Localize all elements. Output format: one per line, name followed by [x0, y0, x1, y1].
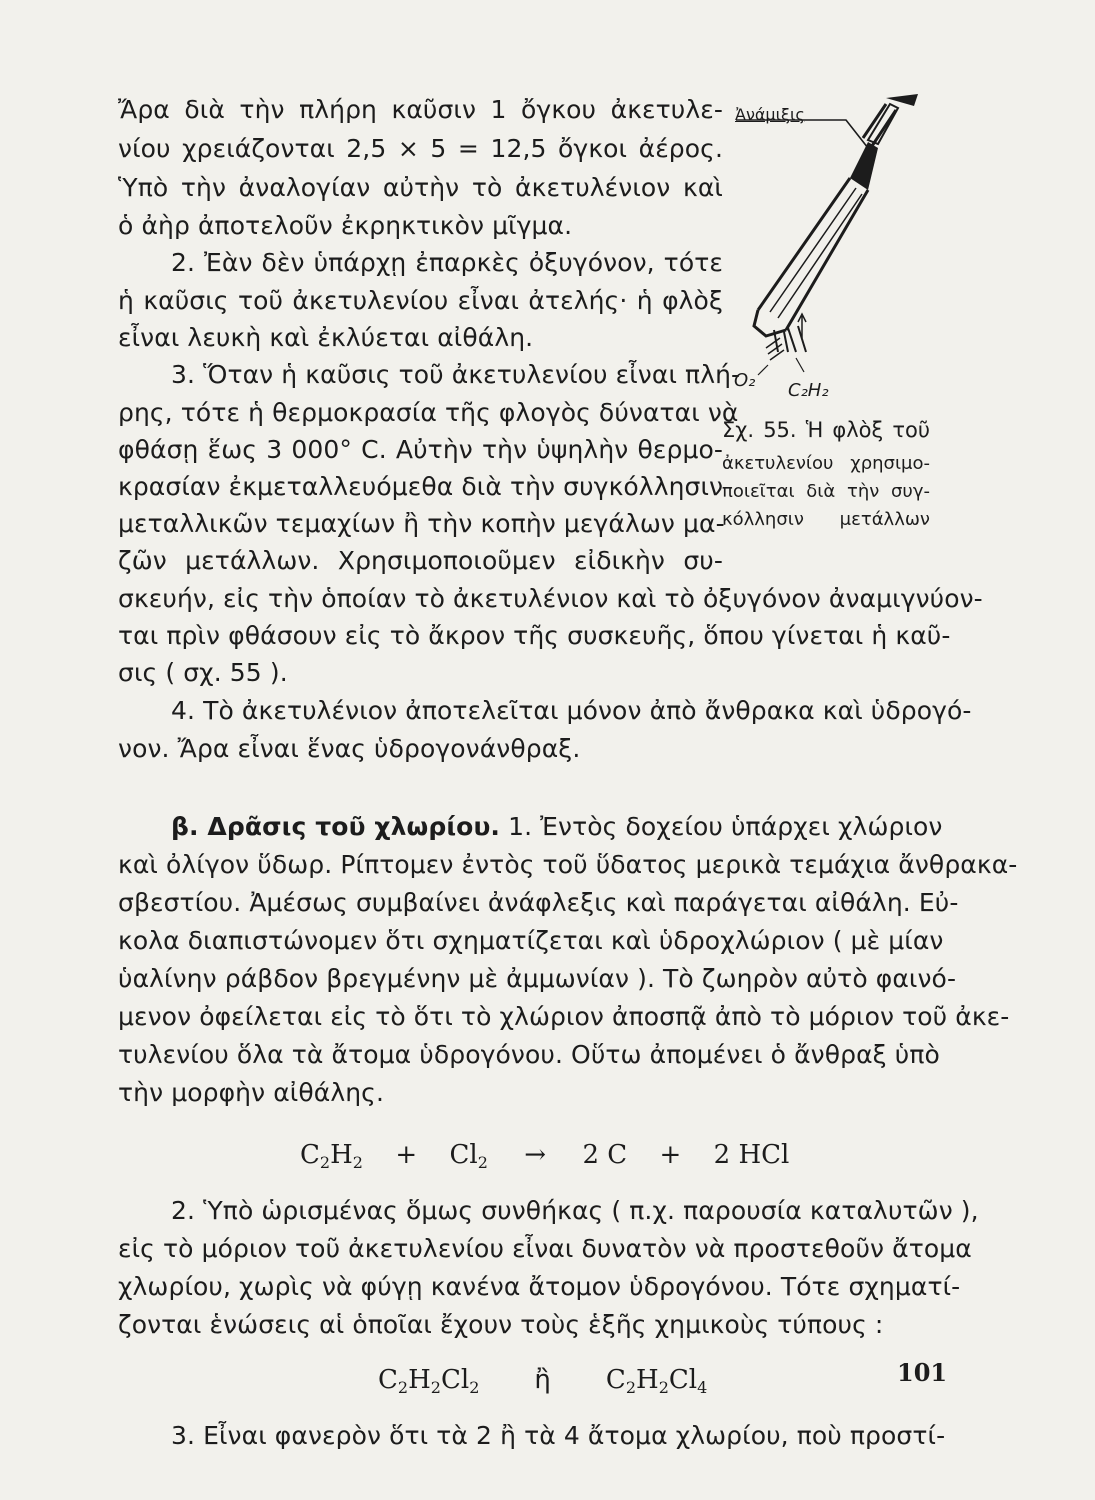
paragraph-3-line-5: μεταλλικῶν τεμαχίων ἢ τὴν κοπὴν μεγάλων μα- — [118, 509, 725, 538]
section-b-line-8: τὴν μορφὴν αἰθάλης. — [118, 1078, 384, 1107]
figure-label-c2h2: C₂H₂ — [788, 380, 829, 401]
paragraph-2-line-1: 2. Ἐὰν δὲν ὑπάρχῃ ἐπαρκὲς ὀξυγόνον, τότε — [171, 248, 723, 277]
paragraph-3-line-9: σις ( σχ. 55 ). — [118, 658, 288, 687]
figure-caption-line-3: ποιεῖται διὰ τὴν συγ- — [722, 481, 930, 502]
equation: $C_2H_2 + Cl_2 \to 2$ C + 2 HCl — [300, 1140, 790, 1172]
section-b-line-1: 1. Ἐντὸς δοχείου ὑπάρχει χλώριον — [508, 812, 943, 841]
paragraph-4-line-2: νον. Ἄρα εἶναι ἕνας ὑδρογονάνθραξ. — [118, 734, 581, 763]
paragraph-3-line-4: κρασίαν ἐκμεταλλευόμεθα διὰ τὴν συγκόλλησιν — [118, 472, 724, 501]
paragraph-3-line-7: σκευήν, εἰς τὴν ὁποίαν τὸ ἀκετυλένιον καὶ τὸ ὀξυγόνον ἀναμιγνύον- — [118, 584, 983, 613]
figure-caption-line-2: ἀκετυλενίου χρησιμο- — [722, 453, 930, 474]
paragraph-2-line-3: εἶναι λευκὴ καὶ ἐκλύεται αἰθάλη. — [118, 323, 534, 352]
section-b-first-line — [171, 809, 943, 845]
section-b-heading: β. Δρᾶσις τοῦ χλωρίου. — [171, 812, 501, 841]
section-b-para3-line-1: 3. Εἶναι φανερὸν ὅτι τὰ 2 ἢ τὰ 4 ἄτομα χλωρίου, ποὺ προστί- — [171, 1421, 946, 1450]
paragraph-3-line-8: ται πρὶν φθάσουν εἰς τὸ ἄκρον τῆς συσκευῆς, ὅπου γίνεται ἡ καῦ- — [118, 621, 951, 650]
paragraph-1-line-2: νίου χρειάζονται 2,5 × 5 = 12,5 ὄγκοι ἀέρος. — [118, 134, 723, 163]
welding-torch-drawing — [718, 90, 940, 410]
section-b-line-6: μενον ὀφείλεται εἰς τὸ ὅτι τὸ χλώριον ἀποσπᾷ ἀπὸ τὸ μόριον τοῦ ἀκε- — [118, 1002, 1010, 1031]
chemical-formulas: $C_2H_2Cl_2$ ἢ $C_2H_2Cl_4$ — [378, 1365, 708, 1397]
paragraph-3-line-6: ζῶν μετάλλων. Χρησιμοποιοῦμεν εἰδικὴν συ- — [118, 546, 723, 575]
paragraph-1-line-3: Ὑπὸ τὴν ἀναλογίαν αὐτὴν τὸ ἀκετυλένιον καὶ — [118, 173, 723, 202]
section-b-line-4: κολα διαπιστώνομεν ὅτι σχηματίζεται καὶ ὑδροχλώριον ( μὲ μίαν — [118, 926, 944, 955]
figure-label-mixing: Ἀνάμιξις — [735, 105, 805, 124]
figure-label-o2: O₂ — [734, 370, 756, 391]
section-b-line-3: σβεστίου. Ἀμέσως συμβαίνει ἀνάφλεξις καὶ παράγεται αἰθάλη. Εὐ- — [118, 888, 959, 917]
paragraph-3-line-3: φθάσῃ ἕως 3 000° C. Αὐτὴν τὴν ὑψηλὴν θερμο- — [118, 435, 723, 464]
paragraph-1-line-1: Ἄρα διὰ τὴν πλήρη καῦσιν 1 ὄγκου ἀκετυλε- — [118, 95, 723, 124]
page-number: 101 — [897, 1358, 948, 1387]
section-b-para2-line-1: 2. Ὑπὸ ὡρισμένας ὅμως συνθήκας ( π.χ. παρουσία καταλυτῶν ), — [171, 1196, 979, 1225]
figure-caption-line-1: Σχ. 55. Ἡ φλὸξ τοῦ — [722, 418, 930, 442]
section-b-para2-line-3: χλωρίου, χωρὶς νὰ φύγῃ κανένα ἄτομον ὑδρογόνου. Τότε σχηματί- — [118, 1272, 961, 1301]
paragraph-3-line-1: 3. Ὅταν ἡ καῦσις τοῦ ἀκετυλενίου εἶναι πλή- — [171, 360, 741, 389]
figure-55 — [718, 90, 940, 410]
section-b-para2-line-4: ζονται ἑνώσεις αἱ ὁποῖαι ἔχουν τοὺς ἑξῆς χημικοὺς τύπους : — [118, 1310, 884, 1339]
paragraph-2-line-2: ἡ καῦσις τοῦ ἀκετυλενίου εἶναι ἀτελής· ἡ φλὸξ — [118, 286, 723, 315]
section-b-line-5: ὑαλίνην ράβδον βρεγμένην μὲ ἀμμωνίαν ). Τὸ ζωηρὸν αὐτὸ φαινό- — [118, 964, 957, 993]
paragraph-1-line-4: ὁ ἀὴρ ἀποτελοῦν ἐκρηκτικὸν μῖγμα. — [118, 211, 573, 240]
figure-caption-line-4: κόλλησιν μετάλλων — [722, 509, 930, 530]
paragraph-3-line-2: ρης, τότε ἡ θερμοκρασία τῆς φλογὸς δύναται νὰ — [118, 398, 739, 427]
section-b-line-2: καὶ ὀλίγον ὕδωρ. Ρίπτομεν ἐντὸς τοῦ ὕδατος μερικὰ τεμάχια ἄνθρακα- — [118, 850, 1018, 879]
paragraph-4-line-1: 4. Τὸ ἀκετυλένιον ἀποτελεῖται μόνον ἀπὸ ἄνθρακα καὶ ὑδρογό- — [171, 696, 972, 725]
section-b-para2-line-2: εἰς τὸ μόριον τοῦ ἀκετυλενίου εἶναι δυνατὸν νὰ προστεθοῦν ἄτομα — [118, 1234, 972, 1263]
section-b-line-7: τυλενίου ὅλα τὰ ἄτομα ὑδρογόνου. Οὕτω ἀπομένει ὁ ἄνθραξ ὑπὸ — [118, 1040, 940, 1069]
